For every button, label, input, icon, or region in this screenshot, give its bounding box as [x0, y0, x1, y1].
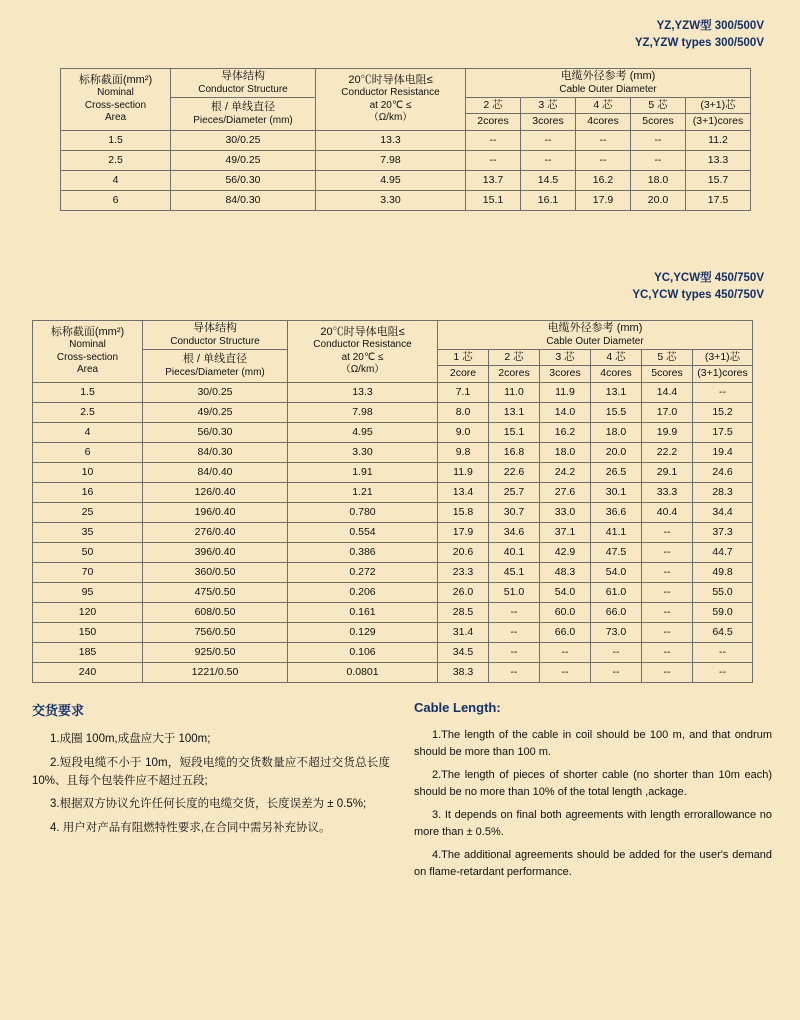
table-row	[33, 662, 753, 682]
cell-outer-diameter-2: 25.7	[489, 482, 540, 502]
cell-conductor-structure: 56/0.30	[171, 170, 316, 190]
note-en-3: 3. It depends on final both agreements with length errorallowance no more than ± 0.5%.	[414, 809, 772, 839]
cell-outer-diameter-4: 20.0	[631, 190, 686, 210]
cell-nominal-area: 4	[33, 422, 143, 442]
table-row	[33, 622, 753, 642]
section-title-yz-en: YZ,YZW types 300/500V	[634, 36, 764, 49]
cell-outer-diameter-3: 66.0	[540, 622, 591, 642]
cell-outer-diameter-5: --	[642, 602, 693, 622]
header-core-1: 1 芯	[438, 350, 489, 366]
cell-conductor-resistance: 4.95	[316, 170, 466, 190]
table-row	[33, 442, 753, 462]
note-en-1: 1.The length of the cable in coil should be 100 m, and that ondrum should be more than 100 m.	[414, 729, 772, 759]
cell-outer-diameter-2: 34.6	[489, 522, 540, 542]
header-outer-diameter: 电缆外径参考 (mm) Cable Outer Diameter	[466, 69, 751, 98]
cell-outer-diameter-5: --	[642, 562, 693, 582]
cell-outer-diameter-1: 23.3	[438, 562, 489, 582]
cell-outer-diameter-4: 41.1	[591, 522, 642, 542]
cell-outer-diameter-1: 20.6	[438, 542, 489, 562]
cell-outer-diameter-2: 45.1	[489, 562, 540, 582]
cell-conductor-resistance: 0.0801	[288, 662, 438, 682]
cell-outer-diameter-5: --	[642, 522, 693, 542]
cell-outer-diameter-5: 14.4	[642, 382, 693, 402]
cell-nominal-area: 6	[61, 190, 171, 210]
cell-nominal-area: 35	[33, 522, 143, 542]
cell-conductor-structure: 276/0.40	[143, 522, 288, 542]
table-row	[33, 642, 753, 662]
cell-outer-diameter-1: 17.9	[438, 522, 489, 542]
cell-conductor-structure: 925/0.50	[143, 642, 288, 662]
cell-nominal-area: 50	[33, 542, 143, 562]
cell-outer-diameter-4: 47.5	[591, 542, 642, 562]
header-core-31-en: (3+1)cores	[693, 366, 753, 382]
table-row	[33, 402, 753, 422]
cell-conductor-structure: 396/0.40	[143, 542, 288, 562]
cell-outer-diameter-3: 60.0	[540, 602, 591, 622]
cell-conductor-resistance: 1.21	[288, 482, 438, 502]
cell-outer-diameter-6: --	[693, 642, 753, 662]
note-en-2: 2.The length of pieces of shorter cable (no shorter than 10m each) should be no more than 10% of the total length ,ackage.	[414, 769, 772, 799]
cell-nominal-area: 2.5	[33, 402, 143, 422]
section-title-yz-cn: YZ,YZW型 300/500V	[656, 20, 764, 32]
cell-conductor-resistance: 0.129	[288, 622, 438, 642]
cell-outer-diameter-6: 64.5	[693, 622, 753, 642]
cell-outer-diameter-5: 40.4	[642, 502, 693, 522]
cell-outer-diameter-6: 44.7	[693, 542, 753, 562]
cell-outer-diameter-2: 40.1	[489, 542, 540, 562]
cell-outer-diameter-5: 17.5	[686, 190, 751, 210]
cell-conductor-resistance: 7.98	[288, 402, 438, 422]
notes-cn-heading: 交货要求	[32, 703, 85, 718]
spec-table-yz	[60, 68, 751, 211]
note-en-4: 4.The additional agreements should be added for the user's demand on flame-retardant performance.	[414, 849, 772, 879]
cell-outer-diameter-4: --	[591, 662, 642, 682]
table-row	[33, 462, 753, 482]
header-core-3-en: 3cores	[540, 366, 591, 382]
note-cn-3: 3.根据双方协议允许任何长度的电缆交货，长度误差为 ± 0.5%;	[50, 798, 367, 811]
cell-conductor-structure: 1221/0.50	[143, 662, 288, 682]
cell-nominal-area: 16	[33, 482, 143, 502]
cell-conductor-structure: 608/0.50	[143, 602, 288, 622]
cell-outer-diameter-3: --	[576, 130, 631, 150]
cell-conductor-resistance: 0.780	[288, 502, 438, 522]
header-nominal-area: 标称截面(mm²) Nominal Cross-section Area	[61, 69, 171, 131]
note-cn-2: 2.短段电缆不小于 10m，短段电缆的交货数量应不超过交货总长度 10%、且每个包装件应不超过五段;	[32, 756, 390, 787]
cell-outer-diameter-2: 13.1	[489, 402, 540, 422]
cell-outer-diameter-6: 34.4	[693, 502, 753, 522]
cell-outer-diameter-2: 30.7	[489, 502, 540, 522]
header-core-5: 5 芯	[642, 350, 693, 366]
header-pieces-diameter: 根 / 单线直径 Pieces/Diameter (mm)	[143, 350, 288, 382]
cell-outer-diameter-1: 11.9	[438, 462, 489, 482]
cell-conductor-resistance: 0.106	[288, 642, 438, 662]
section-title-yc	[0, 270, 800, 303]
cell-outer-diameter-2: --	[489, 602, 540, 622]
cell-outer-diameter-3: 11.9	[540, 382, 591, 402]
cell-outer-diameter-5: 33.3	[642, 482, 693, 502]
cell-outer-diameter-5: 29.1	[642, 462, 693, 482]
cell-nominal-area: 10	[33, 462, 143, 482]
header-core-2-en: 2cores	[466, 114, 521, 130]
cell-conductor-structure: 30/0.25	[171, 130, 316, 150]
notes-chinese	[32, 700, 390, 887]
header-core-4-en: 4cores	[591, 366, 642, 382]
cell-conductor-resistance: 3.30	[316, 190, 466, 210]
cell-outer-diameter-1: --	[466, 130, 521, 150]
header-core-2: 2 芯	[466, 98, 521, 114]
cell-outer-diameter-3: 33.0	[540, 502, 591, 522]
header-core-5-en: 5cores	[642, 366, 693, 382]
cell-outer-diameter-1: 26.0	[438, 582, 489, 602]
header-core-31: (3+1)芯	[693, 350, 753, 366]
header-conductor-structure: 导体结构 Conductor Structure	[143, 321, 288, 350]
cell-outer-diameter-2: --	[521, 130, 576, 150]
table-row	[33, 502, 753, 522]
cell-outer-diameter-2: --	[489, 662, 540, 682]
cell-outer-diameter-1: 13.7	[466, 170, 521, 190]
table-row	[33, 562, 753, 582]
cell-conductor-resistance: 1.91	[288, 462, 438, 482]
table-row	[61, 190, 751, 210]
table-row	[61, 150, 751, 170]
cell-nominal-area: 240	[33, 662, 143, 682]
cell-outer-diameter-1: --	[466, 150, 521, 170]
cell-outer-diameter-3: 42.9	[540, 542, 591, 562]
cell-outer-diameter-6: 17.5	[693, 422, 753, 442]
notes-en-heading: Cable Length:	[414, 700, 501, 715]
header-core-1-en: 2core	[438, 366, 489, 382]
cell-outer-diameter-4: 61.0	[591, 582, 642, 602]
cell-conductor-structure: 84/0.30	[143, 442, 288, 462]
notes-section	[32, 700, 772, 887]
cell-outer-diameter-2: --	[521, 150, 576, 170]
cell-conductor-structure: 49/0.25	[171, 150, 316, 170]
header-core-31-en: (3+1)cores	[686, 114, 751, 130]
cell-outer-diameter-3: 18.0	[540, 442, 591, 462]
cell-outer-diameter-3: 48.3	[540, 562, 591, 582]
cell-conductor-resistance: 13.3	[316, 130, 466, 150]
table-row	[33, 582, 753, 602]
cell-outer-diameter-6: 49.8	[693, 562, 753, 582]
cell-conductor-structure: 84/0.30	[171, 190, 316, 210]
cell-nominal-area: 70	[33, 562, 143, 582]
cell-conductor-resistance: 4.95	[288, 422, 438, 442]
cell-outer-diameter-3: --	[576, 150, 631, 170]
cell-outer-diameter-1: 38.3	[438, 662, 489, 682]
cell-outer-diameter-1: 13.4	[438, 482, 489, 502]
cell-outer-diameter-1: 31.4	[438, 622, 489, 642]
cell-outer-diameter-3: 14.0	[540, 402, 591, 422]
cell-outer-diameter-4: 26.5	[591, 462, 642, 482]
header-nominal-area: 标称截面(mm²) Nominal Cross-section Area	[33, 321, 143, 383]
cell-outer-diameter-2: 22.6	[489, 462, 540, 482]
cell-outer-diameter-6: 59.0	[693, 602, 753, 622]
cell-outer-diameter-1: 15.1	[466, 190, 521, 210]
cell-nominal-area: 150	[33, 622, 143, 642]
cell-outer-diameter-5: 19.9	[642, 422, 693, 442]
header-core-3: 3 芯	[521, 98, 576, 114]
cell-outer-diameter-2: 11.0	[489, 382, 540, 402]
cell-conductor-resistance: 0.161	[288, 602, 438, 622]
cell-outer-diameter-5: 11.2	[686, 130, 751, 150]
cell-outer-diameter-5: 22.2	[642, 442, 693, 462]
cell-outer-diameter-2: 51.0	[489, 582, 540, 602]
note-cn-4: 4. 用户对产品有阻燃特性要求,在合同中需另补充协议。	[50, 822, 331, 835]
cell-outer-diameter-5: 15.7	[686, 170, 751, 190]
cell-conductor-structure: 756/0.50	[143, 622, 288, 642]
cell-outer-diameter-3: 16.2	[576, 170, 631, 190]
cell-conductor-structure: 84/0.40	[143, 462, 288, 482]
cell-outer-diameter-6: 37.3	[693, 522, 753, 542]
cell-outer-diameter-1: 28.5	[438, 602, 489, 622]
header-core-2: 2 芯	[489, 350, 540, 366]
cell-conductor-structure: 56/0.30	[143, 422, 288, 442]
cell-outer-diameter-1: 9.8	[438, 442, 489, 462]
cell-conductor-resistance: 0.386	[288, 542, 438, 562]
header-conductor-resistance: 20℃时导体电阻≤ Conductor Resistance at 20℃ ≤ （Ω/km）	[316, 69, 466, 131]
cell-outer-diameter-1: 8.0	[438, 402, 489, 422]
cell-outer-diameter-4: 20.0	[591, 442, 642, 462]
cell-outer-diameter-5: 17.0	[642, 402, 693, 422]
cell-outer-diameter-4: 30.1	[591, 482, 642, 502]
cell-outer-diameter-4: 13.1	[591, 382, 642, 402]
cell-nominal-area: 2.5	[61, 150, 171, 170]
table-row	[61, 170, 751, 190]
cell-nominal-area: 185	[33, 642, 143, 662]
cell-conductor-structure: 475/0.50	[143, 582, 288, 602]
header-core-4: 4 芯	[576, 98, 631, 114]
section-title-yc-cn: YC,YCW型 450/750V	[654, 272, 764, 284]
cell-nominal-area: 120	[33, 602, 143, 622]
header-conductor-structure: 导体结构 Conductor Structure	[171, 69, 316, 98]
cell-outer-diameter-4: 73.0	[591, 622, 642, 642]
cell-conductor-resistance: 7.98	[316, 150, 466, 170]
header-core-4-en: 4cores	[576, 114, 631, 130]
cell-outer-diameter-6: 15.2	[693, 402, 753, 422]
spec-table-yc	[32, 320, 753, 683]
header-core-5: 5 芯	[631, 98, 686, 114]
cell-outer-diameter-4: 66.0	[591, 602, 642, 622]
cell-outer-diameter-4: --	[631, 130, 686, 150]
cell-outer-diameter-2: 16.8	[489, 442, 540, 462]
cell-outer-diameter-6: --	[693, 662, 753, 682]
header-pieces-diameter: 根 / 单线直径 Pieces/Diameter (mm)	[171, 98, 316, 130]
table-body	[61, 130, 751, 210]
cell-outer-diameter-3: 16.2	[540, 422, 591, 442]
cell-outer-diameter-6: 24.6	[693, 462, 753, 482]
cell-outer-diameter-5: --	[642, 542, 693, 562]
cell-outer-diameter-5: --	[642, 582, 693, 602]
cell-outer-diameter-1: 9.0	[438, 422, 489, 442]
header-core-2-en: 2cores	[489, 366, 540, 382]
header-core-5-en: 5cores	[631, 114, 686, 130]
cell-conductor-structure: 49/0.25	[143, 402, 288, 422]
cell-outer-diameter-3: 24.2	[540, 462, 591, 482]
cell-outer-diameter-3: 54.0	[540, 582, 591, 602]
cell-outer-diameter-2: 14.5	[521, 170, 576, 190]
cell-nominal-area: 25	[33, 502, 143, 522]
cell-outer-diameter-1: 15.8	[438, 502, 489, 522]
header-outer-diameter: 电缆外径参考 (mm) Cable Outer Diameter	[438, 321, 753, 350]
cell-outer-diameter-3: --	[540, 642, 591, 662]
cell-outer-diameter-3: 27.6	[540, 482, 591, 502]
cell-outer-diameter-5: --	[642, 662, 693, 682]
table-row	[33, 542, 753, 562]
cell-conductor-structure: 126/0.40	[143, 482, 288, 502]
cell-outer-diameter-1: 7.1	[438, 382, 489, 402]
cell-outer-diameter-4: 36.6	[591, 502, 642, 522]
header-core-3-en: 3cores	[521, 114, 576, 130]
cell-outer-diameter-2: 15.1	[489, 422, 540, 442]
cell-outer-diameter-4: 54.0	[591, 562, 642, 582]
cell-conductor-resistance: 0.272	[288, 562, 438, 582]
cell-nominal-area: 6	[33, 442, 143, 462]
cell-nominal-area: 4	[61, 170, 171, 190]
cell-outer-diameter-1: 34.5	[438, 642, 489, 662]
cell-outer-diameter-3: 37.1	[540, 522, 591, 542]
note-cn-1: 1.成圈 100m,成盘应大于 100m;	[50, 733, 211, 745]
cell-outer-diameter-5: 13.3	[686, 150, 751, 170]
cell-outer-diameter-6: 19.4	[693, 442, 753, 462]
cell-outer-diameter-4: --	[631, 150, 686, 170]
cell-outer-diameter-3: 17.9	[576, 190, 631, 210]
cell-outer-diameter-2: 16.1	[521, 190, 576, 210]
table-header	[61, 69, 751, 131]
cell-nominal-area: 1.5	[33, 382, 143, 402]
table-row	[33, 482, 753, 502]
cell-outer-diameter-4: 18.0	[631, 170, 686, 190]
cell-conductor-resistance: 13.3	[288, 382, 438, 402]
section-title-yz	[0, 18, 800, 51]
header-core-3: 3 芯	[540, 350, 591, 366]
cell-outer-diameter-4: 15.5	[591, 402, 642, 422]
table-header	[33, 321, 753, 383]
cell-conductor-resistance: 0.206	[288, 582, 438, 602]
header-core-31: (3+1)芯	[686, 98, 751, 114]
cell-outer-diameter-5: --	[642, 642, 693, 662]
cell-conductor-resistance: 3.30	[288, 442, 438, 462]
table-body	[33, 382, 753, 682]
header-conductor-resistance: 20℃时导体电阻≤ Conductor Resistance at 20℃ ≤ （Ω/km）	[288, 321, 438, 383]
cell-outer-diameter-5: --	[642, 622, 693, 642]
header-core-4: 4 芯	[591, 350, 642, 366]
cell-outer-diameter-3: --	[540, 662, 591, 682]
table-row	[33, 522, 753, 542]
cell-conductor-resistance: 0.554	[288, 522, 438, 542]
cell-outer-diameter-6: 28.3	[693, 482, 753, 502]
cell-conductor-structure: 360/0.50	[143, 562, 288, 582]
cell-nominal-area: 95	[33, 582, 143, 602]
cell-outer-diameter-2: --	[489, 622, 540, 642]
cell-outer-diameter-6: --	[693, 382, 753, 402]
cell-outer-diameter-4: --	[591, 642, 642, 662]
cell-outer-diameter-6: 55.0	[693, 582, 753, 602]
cell-outer-diameter-4: 18.0	[591, 422, 642, 442]
cell-conductor-structure: 196/0.40	[143, 502, 288, 522]
table-row	[33, 602, 753, 622]
notes-english	[414, 700, 772, 887]
cell-outer-diameter-2: --	[489, 642, 540, 662]
cell-conductor-structure: 30/0.25	[143, 382, 288, 402]
cell-nominal-area: 1.5	[61, 130, 171, 150]
section-title-yc-en: YC,YCW types 450/750V	[632, 288, 764, 301]
table-row	[33, 422, 753, 442]
table-row	[61, 130, 751, 150]
table-row	[33, 382, 753, 402]
